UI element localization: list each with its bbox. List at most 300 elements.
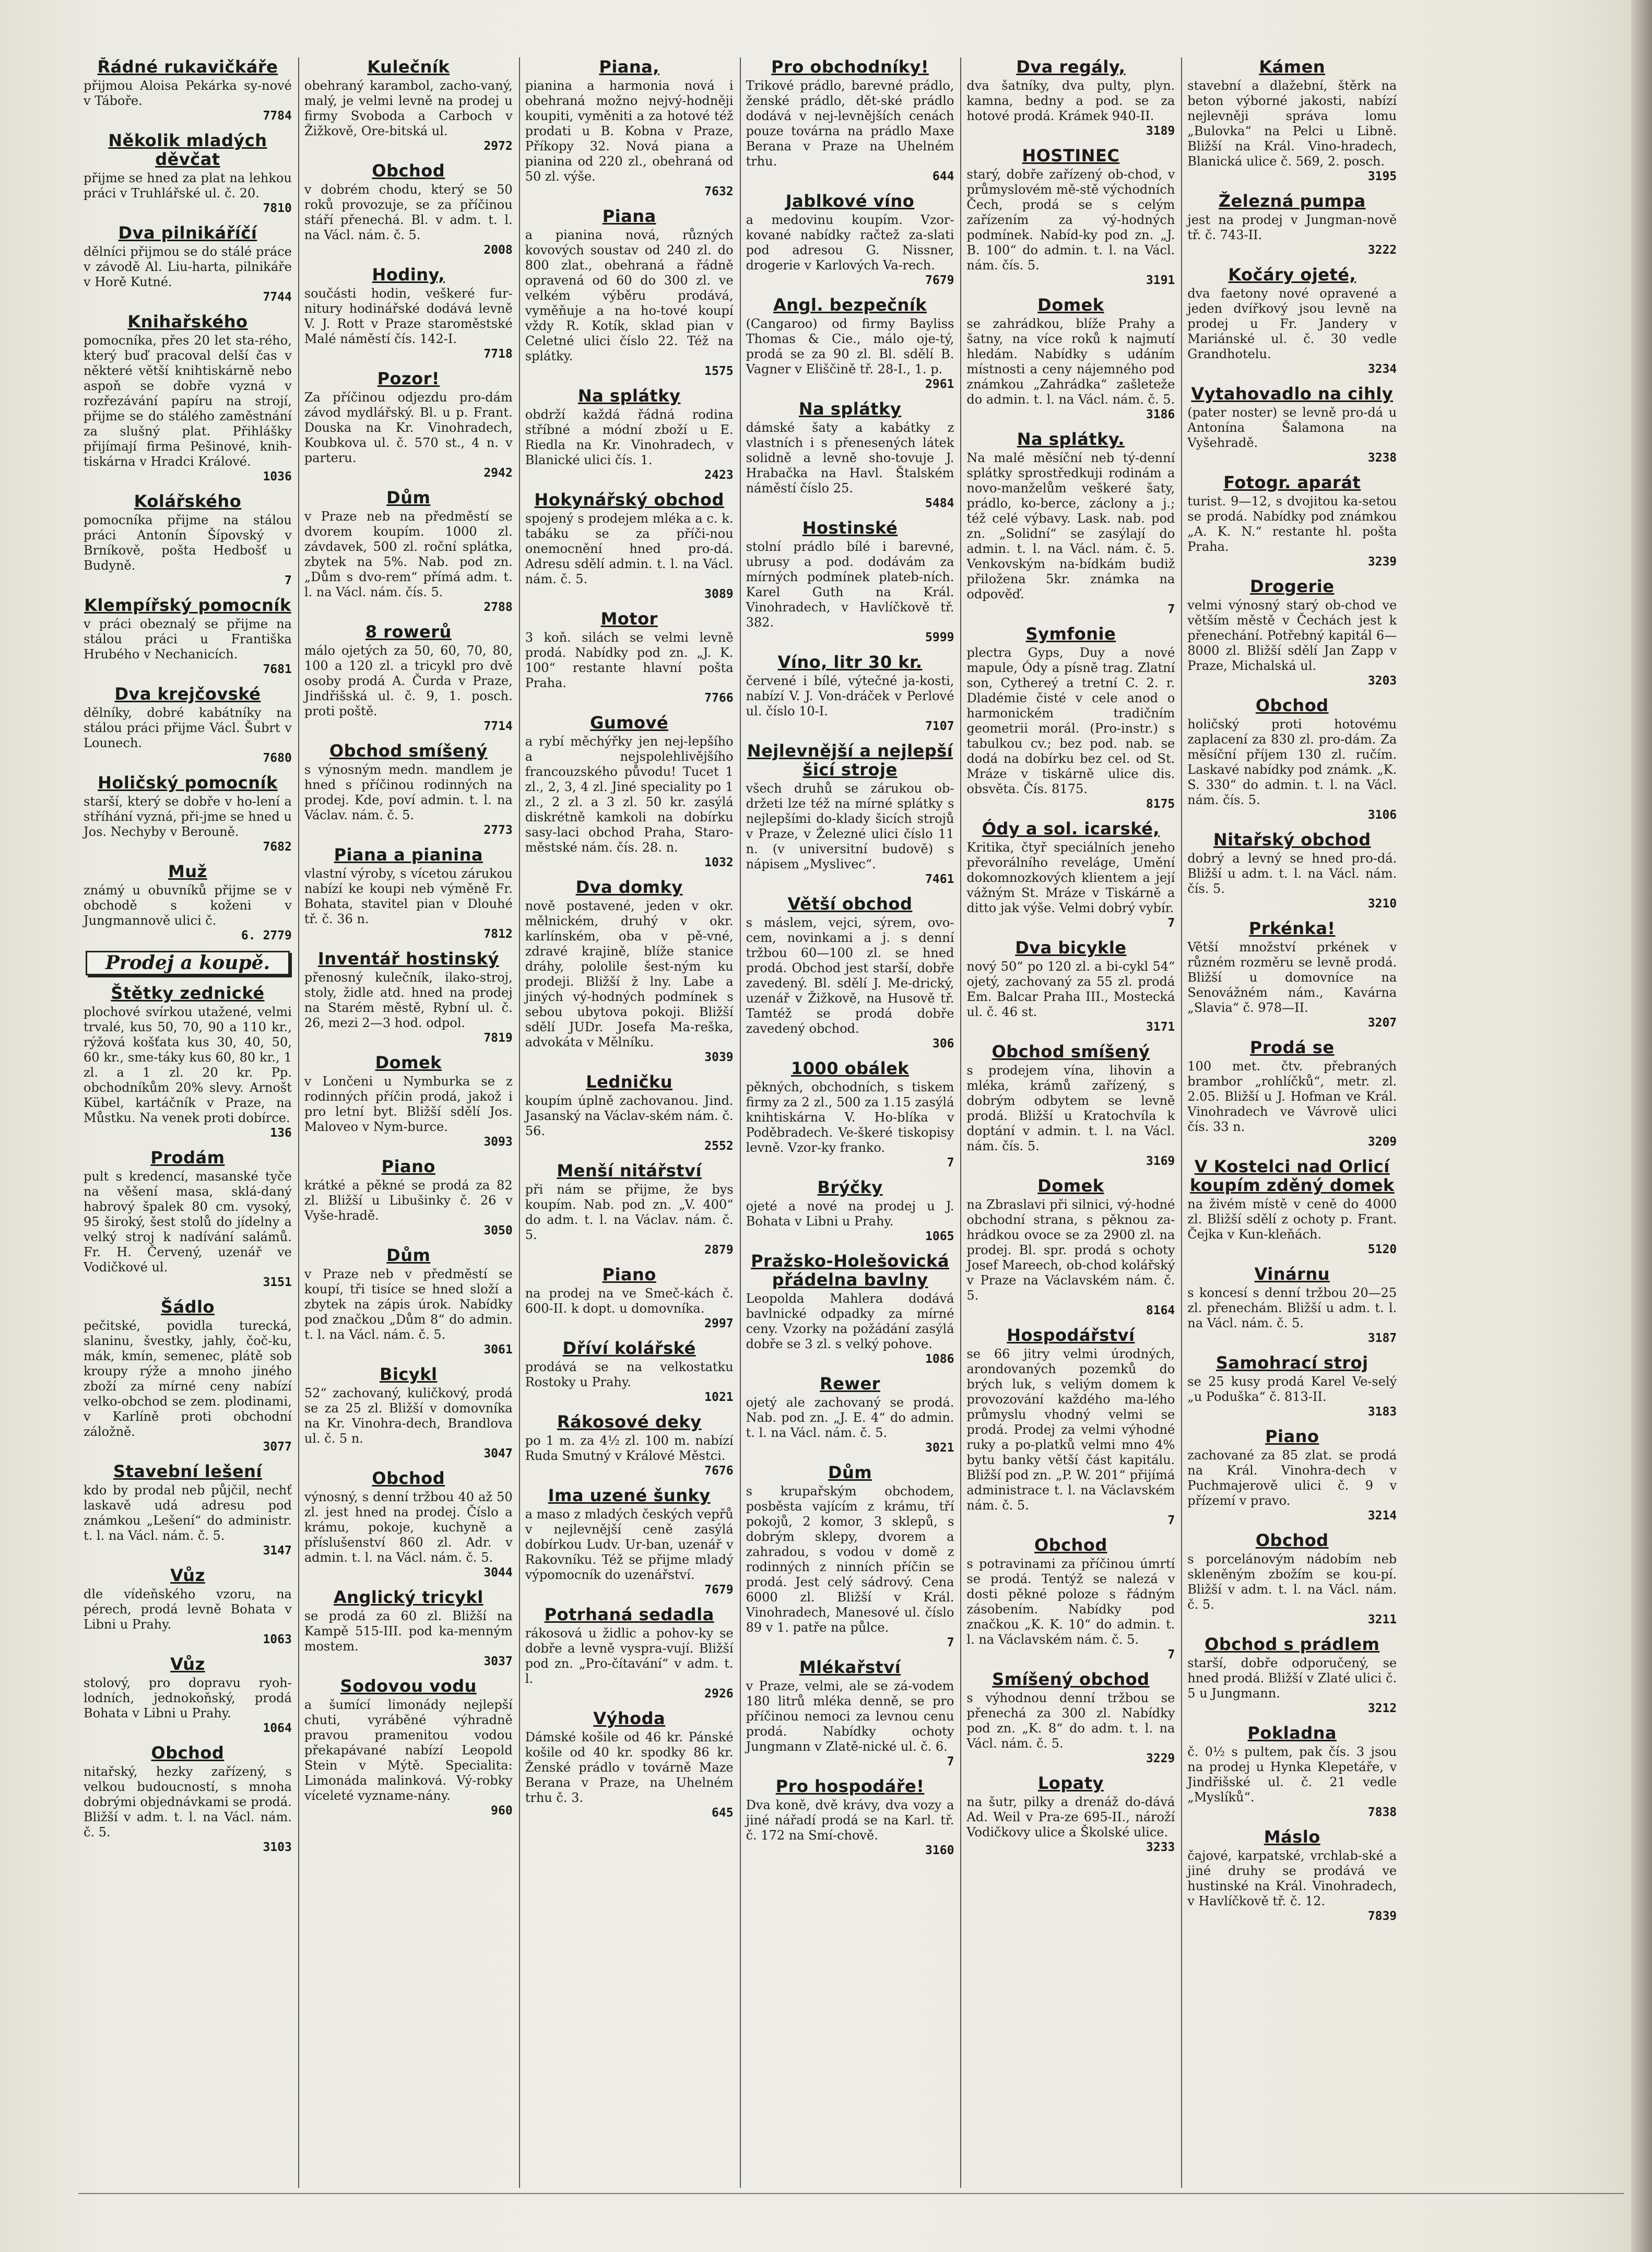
ad-body: se zahrádkou, blíže Prahy a šatny, na více roků k najmutí hledám. Nabídky s udáním místnosti a ceny nájemného pod známkou „Zahrádka“ zašleteže do admin. t. l. na Václ. nám. č. 5. bbox=[966, 316, 1175, 407]
ad-number: 960 bbox=[491, 1804, 513, 1818]
classified-ad bbox=[84, 1298, 292, 1455]
classified-ad bbox=[966, 624, 1175, 812]
ad-heading: Několik mladých děvčat bbox=[108, 131, 267, 169]
ad-number: 1021 bbox=[704, 1390, 734, 1404]
classified-ad bbox=[966, 819, 1175, 931]
ad-number: 2997 bbox=[704, 1317, 734, 1330]
ad-body: po 1 m. za 4½ zl. 100 m. nabízí Ruda Smutný v Králové Městci. bbox=[525, 1433, 734, 1463]
classified-columns bbox=[78, 57, 1624, 2188]
ad-body: stolní prádlo bílé i barevné, ubrusy a pod. dodávám za mírných podmínek plateb-ních. Karel Guth na Král. Vinohradech, v Havlíčkově tř. 382. bbox=[746, 539, 954, 630]
ad-heading: 8 rowerů bbox=[365, 622, 452, 642]
classified-ad bbox=[746, 399, 954, 511]
classified-ad bbox=[1187, 1353, 1397, 1420]
classified-ad bbox=[1187, 830, 1397, 912]
page-edge-shadow bbox=[1631, 0, 1652, 2252]
classified-ad bbox=[746, 1178, 954, 1244]
classified-ad bbox=[1187, 265, 1397, 377]
ad-body: (Cangaroo) od firmy Bayliss Thomas & Cie., málo oje-tý, prodá se za 90 zl. Bl. sdělí B. Vagner v Eliščině tř. 28-I., 1. p. bbox=[746, 316, 954, 376]
classified-ad bbox=[746, 57, 954, 184]
ad-number: 3211 bbox=[1367, 1613, 1397, 1626]
classified-ad bbox=[966, 1326, 1175, 1528]
classified-ad bbox=[966, 1774, 1175, 1855]
classified-ad bbox=[746, 1658, 954, 1770]
ad-number: 2972 bbox=[483, 139, 513, 153]
classified-ad bbox=[1187, 1157, 1397, 1257]
ad-heading: Piano bbox=[381, 1157, 435, 1176]
ad-number: 3238 bbox=[1367, 451, 1397, 465]
ad-heading: Bicykl bbox=[380, 1364, 438, 1384]
ad-body: Dámské košile od 46 kr. Pánské košile od 40 kr. spodky 86 kr. Ženské prádlo v továrně Maze Berana v Praze, na Uhelném trhu č. 3. bbox=[525, 1730, 734, 1805]
ad-heading: Muž bbox=[168, 862, 207, 881]
ad-body: prodává se na velkostatku Rostoky u Prahy. bbox=[525, 1360, 734, 1389]
classified-ad bbox=[966, 1670, 1175, 1766]
classified-ad bbox=[1187, 473, 1397, 570]
ad-heading: Hokynářský obchod bbox=[534, 490, 724, 510]
ad-number: 7819 bbox=[483, 1031, 513, 1045]
ad-number: 3212 bbox=[1367, 1702, 1397, 1715]
ad-body: nový 50“ po 120 zl. a bi-cykl 54“ ojetý, zachovaný za 55 zl. prodá Em. Balcar Praha III., Mostecká ul. č. 46 st. bbox=[966, 959, 1175, 1019]
ad-body: dva šatníky, dva pulty, plyn. kamna, bedny a pod. se za hotové prodá. Krámek 940-II. bbox=[966, 78, 1175, 123]
ad-number: 7839 bbox=[1367, 1909, 1397, 1923]
ad-body: součásti hodin, veškeré fur-nitury hodinářské dodává levně V. J. Rott v Praze staroměstské Malé náměstí čís. 142-I. bbox=[304, 286, 513, 346]
ad-heading: HOSTINEC bbox=[1022, 146, 1120, 166]
classified-ad bbox=[1187, 1265, 1397, 1346]
classified-ad bbox=[1187, 192, 1397, 258]
classified-ad bbox=[304, 1246, 513, 1358]
classified-ad bbox=[746, 192, 954, 288]
ad-number: 3037 bbox=[483, 1655, 513, 1668]
classified-ad bbox=[746, 894, 954, 1052]
ad-number: 3203 bbox=[1367, 674, 1397, 688]
ad-heading: Na splátky bbox=[577, 386, 681, 406]
ad-heading: Holičský pomocník bbox=[98, 773, 278, 793]
ad-number: 7 bbox=[1167, 1648, 1175, 1661]
ad-body: holičský proti hotovému zaplacení za 830 zl. pro-dám. Za měsíční příjem 130 zl. ručím. Laskavé nabídky pod známk. „K. S. 330“ do admin. t. l. na Václ. nám. čís. 5. bbox=[1187, 717, 1397, 807]
classified-ad bbox=[525, 713, 734, 870]
ad-body: dobrý a levný se hned pro-dá. Bližší u adm. t. l. na Václ. nám. čís. 5. bbox=[1187, 851, 1397, 896]
ad-heading: Menší nitářství bbox=[557, 1161, 702, 1181]
ad-body: v dobrém chodu, který se 50 roků provozuje, se za příčinou stáří přenechá. Bl. v adm. t. l. na Václ. nám. č. 5. bbox=[304, 182, 513, 242]
ad-heading: Pokladna bbox=[1247, 1723, 1337, 1743]
classified-ad bbox=[746, 1374, 954, 1456]
ad-body: Leopolda Mahlera dodává bavlnické odpadky za mírné ceny. Vzorky na požádání zasýlá dobře se 3 zl. s velký pohove. bbox=[746, 1291, 954, 1351]
ad-number: 3050 bbox=[483, 1224, 513, 1237]
classified-ad bbox=[304, 1053, 513, 1150]
ad-heading: Samohrací stroj bbox=[1216, 1353, 1368, 1373]
ad-number: 7 bbox=[1167, 916, 1175, 930]
ad-heading: Kolářského bbox=[134, 491, 242, 511]
ad-number: 7461 bbox=[925, 872, 954, 886]
ad-heading: Fotogr. aparát bbox=[1223, 473, 1361, 492]
classified-ad bbox=[84, 1148, 292, 1290]
classified-ad bbox=[304, 369, 513, 481]
ad-number: 3089 bbox=[704, 587, 734, 601]
ad-heading: Dva regály, bbox=[1016, 57, 1126, 77]
ad-heading: Rewer bbox=[820, 1374, 880, 1394]
classified-ad bbox=[84, 131, 292, 216]
ad-heading: Prkénka! bbox=[1248, 918, 1336, 938]
classified-ad bbox=[1187, 1531, 1397, 1628]
ad-heading: Prodá se bbox=[1249, 1037, 1335, 1057]
ad-column-1 bbox=[78, 57, 299, 2188]
ad-number: 3222 bbox=[1367, 243, 1397, 257]
ad-number: 3229 bbox=[1146, 1752, 1175, 1765]
ad-heading: Anglický tricykl bbox=[333, 1587, 483, 1607]
ad-body: obehraný karambol, zacho-vaný, malý, je velmi levně na prodej u firmy Svoboda a Carboch v Žižkově, Ore-bitská ul. bbox=[304, 78, 513, 138]
ad-body: starší, který se dobře v ho-lení a stříhání vyzná, při-jme se hned u Jos. Nechyby v Berouně. bbox=[84, 794, 292, 839]
ad-heading: Štětky zednické bbox=[111, 983, 265, 1003]
ad-body: zachované za 85 zlat. se prodá na Král. Vinohra-dech v Puchmajerově ulici č. 9 v přízemí v pravo. bbox=[1187, 1448, 1397, 1508]
ad-body: 100 met. čtv. přebraných brambor „rohlíčků“, metr. zl. 2.05. Bližší u J. Hofman ve Král. Vinohradech ve Vávrově ulici čís. 33 n. bbox=[1187, 1059, 1397, 1134]
ad-body: pěkných, obchodních, s tiskem firmy za 2 zl., 500 za 1.15 zasýlá knihtiskárna V. Ho-blíka v Poděbradech. Ve-škeré tiskopisy levně. Vzor-ky franko. bbox=[746, 1080, 954, 1155]
ad-heading: Vůz bbox=[170, 1654, 205, 1674]
classified-ad bbox=[84, 1655, 292, 1736]
ad-body: s výnosným medn. mandlem je hned s příčinou rodinných na prodej. Kde, poví admin. t. l. na Václav. nám. č. 5. bbox=[304, 762, 513, 822]
ad-heading: Hospodářství bbox=[1007, 1325, 1135, 1345]
ad-number: 2423 bbox=[704, 468, 734, 482]
ad-number: 7 bbox=[947, 1755, 954, 1768]
classified-ad bbox=[746, 1252, 954, 1367]
ad-number: 7714 bbox=[483, 720, 513, 733]
classified-ad bbox=[1187, 919, 1397, 1031]
ad-heading: Obchod s prádlem bbox=[1205, 1634, 1380, 1654]
ad-number: 644 bbox=[932, 170, 954, 183]
classified-ad bbox=[966, 430, 1175, 617]
ad-heading: Lopaty bbox=[1037, 1773, 1104, 1793]
ad-heading: V Kostelci nad Orlicí koupím zděný domek bbox=[1189, 1157, 1395, 1195]
ad-number: 1032 bbox=[704, 856, 734, 869]
ad-heading: Na splátky bbox=[798, 399, 902, 419]
ad-body: a šumící limonády nejlepší chuti, vyráběné výhradně pravou pramenitou vodou překapávané nabízí Leopold Stein v Mýtě. Specialita: Limonáda malinková. Vý-robky víceleté vyzname-nány. bbox=[304, 1697, 513, 1803]
ad-heading: Ima uzené šunky bbox=[548, 1485, 711, 1505]
ad-body: na Zbraslavi při silnici, vý-hodné obchodní strana, s pěknou za-hrádkou ovoce se za 2900 zl. na prodej. Bl. spr. prodá s ochoty Josef Mareech, ob-chod kolářský v Praze na Václavském nám. č. 5. bbox=[966, 1197, 1175, 1303]
ad-number: 8164 bbox=[1146, 1304, 1175, 1317]
ad-heading: Větší obchod bbox=[787, 894, 913, 914]
ad-heading: Domek bbox=[375, 1053, 442, 1072]
ad-heading: Obchod smíšený bbox=[329, 741, 488, 761]
ad-number: 3106 bbox=[1367, 808, 1397, 822]
ad-number: 5484 bbox=[925, 497, 954, 510]
classified-ad bbox=[966, 146, 1175, 288]
classified-ad bbox=[1187, 696, 1397, 823]
ad-number: 1064 bbox=[263, 1722, 292, 1735]
ad-body: při nám se přijme, že bys koupím. Nab. pod zn. „V. 400“ do adm. t. l. na Václav. nám. č. 5. bbox=[525, 1182, 734, 1242]
ad-heading: Jablkové víno bbox=[785, 191, 915, 211]
ad-number: 7 bbox=[1167, 1514, 1175, 1527]
ad-number: 2773 bbox=[483, 823, 513, 837]
ad-body: a rybí měchýřky jen nej-lepšího a nejspolehlivějšího francouzského původu! Tucet 1 zl., 2, 3, 4 zl. Jiné speciality po 1 zl., 2 zl. a 3 zl. 50 kr. zasýlá diskrétně kamkoli na dobírku sasy-laci obchod Praha, Staro-městské nám. čís. 28. n. bbox=[525, 734, 734, 855]
ad-heading: Dům bbox=[386, 1245, 431, 1265]
ad-number: 7 bbox=[284, 574, 292, 587]
ad-body: červené i bílé, výtečné ja-kosti, nabízí V. J. Von-dráček v Perlové ul. číslo 10-I. bbox=[746, 674, 954, 718]
ad-body: velmi výnosný starý ob-chod ve větším městě v Čechách jest k přenechání. Potřebný kapitál 6—8000 zl. Bližší sdělí Jan Zapp v Praze, Michalská ul. bbox=[1187, 598, 1397, 673]
ad-body: Dva koně, dvě krávy, dva vozy a jiné nářadí prodá se na Karl. tř. č. 172 na Smí-chově. bbox=[746, 1798, 954, 1843]
ad-column-4 bbox=[741, 57, 962, 2188]
ad-number: 7 bbox=[1167, 603, 1175, 616]
classified-ad bbox=[525, 386, 734, 483]
ad-body: pečitské, povidla turecká, slaninu, švestky, jahly, čoč-ku, mák, kmín, semenec, plátě sob kroupy rýže a mnoho jiného zboží za mírné ceny nabízí velko-obchod se zem. plodinami, v Karlíně proti obchodní záložně. bbox=[84, 1318, 292, 1439]
ad-heading: Pro hospodáře! bbox=[775, 1776, 925, 1796]
ad-body: jest na prodej v Jungman-nově tř. č. 743-II. bbox=[1187, 213, 1397, 242]
ad-heading: Knihařského bbox=[127, 312, 248, 332]
classified-ad bbox=[746, 653, 954, 734]
ad-number: 3239 bbox=[1367, 555, 1397, 569]
ad-heading: Vytahovadlo na cihly bbox=[1191, 384, 1394, 404]
ad-number: 3061 bbox=[483, 1343, 513, 1357]
ad-body: stavební a dlažební, štěrk na beton výborné jakosti, nabízí nejlevněji správa lomu „Bulovka“ na Pelci u Libně. Bližší na Král. Vino-hradech, Blanická ulice č. 569, 2. posch. bbox=[1187, 78, 1397, 169]
classified-ad bbox=[525, 207, 734, 379]
ad-number: 7784 bbox=[263, 109, 292, 123]
ad-body: ojeté a nové na prodej u J. Bohata v Libni u Prahy. bbox=[746, 1199, 954, 1229]
ad-body: Větší množství prkének v různém rozměru se levně prodá. Bližší u domovníce na Senovážném nám., Kavárna „Slavia“ č. 978—II. bbox=[1187, 940, 1397, 1015]
classified-ad bbox=[304, 741, 513, 838]
ad-body: v Praze neb na předměstí se dvorem koupím. 1000 zl. závdavek, 500 zl. roční splátka, zbytek na 5%. Nab. pod zn. „Dům s dvo-rem“ přímá adm. t. l. na Václ. nám. čís. 5. bbox=[304, 509, 513, 599]
classified-ad bbox=[966, 1536, 1175, 1663]
ad-column-3 bbox=[520, 57, 741, 2188]
ad-body: přenosný kulečník, ilako-stroj, stoly, židle atd. hned na prodej na Starém městě, Rybní ul. č. 26, mezi 2—3 hod. odpol. bbox=[304, 970, 513, 1030]
ad-heading: Obchod bbox=[372, 161, 445, 181]
classified-ad bbox=[84, 984, 292, 1141]
ad-number: 306 bbox=[932, 1037, 954, 1051]
classified-ad bbox=[304, 1677, 513, 1819]
classified-ad bbox=[304, 622, 513, 734]
ad-number: 7838 bbox=[1367, 1806, 1397, 1819]
ad-heading: Smíšený obchod bbox=[992, 1669, 1150, 1689]
ad-body: se 25 kusy prodá Karel Ve-selý „u Poduška“ č. 813-II. bbox=[1187, 1374, 1397, 1404]
ad-heading: Obchod bbox=[372, 1468, 445, 1488]
ad-body: výnosný, s denní tržbou 40 až 50 zl. jest hned na prodej. Číslo a krámu, pokoje, kuchyně a příslušenství 860 zl. Adr. v admin. t. l. na Václ. nám. č. 5. bbox=[304, 1490, 513, 1565]
classified-ad bbox=[304, 1469, 513, 1581]
ad-body: stolový, pro dopravu ryoh-lodních, jednokoňský, prodá Bohata v Libni u Prahy. bbox=[84, 1676, 292, 1720]
ad-body: kdo by prodal neb půjčil, nechť laskavě udá adresu pod známkou „Lešení“ do administr. t. l. na Václ. nám. č. 5. bbox=[84, 1483, 292, 1543]
ad-number: 1065 bbox=[925, 1230, 954, 1243]
classified-ad bbox=[84, 1743, 292, 1855]
classified-ad bbox=[84, 596, 292, 677]
ad-body: starý, dobře zařízený ob-chod, v průmyslovém mě-stě východních Čech, prodá se s celým zařízením za vý-hodných podmínek. Nabíd-ky pod zn. „J. B. 100“ do admin. t. l. na Václ. nám. čís. 5. bbox=[966, 167, 1175, 273]
ad-heading: Železná pumpa bbox=[1218, 191, 1366, 211]
ad-number: 5120 bbox=[1367, 1243, 1397, 1256]
ad-heading: Nitařský obchod bbox=[1213, 830, 1371, 850]
ad-body: a maso z mladých českých vepřů v nejlevnější ceně zasýlá dobírkou Ludv. Ur-ban, uzenář v Rakovníku. Též se přijme mladý výpomocník do uzenářství. bbox=[525, 1507, 734, 1582]
ad-body: v Lončeni u Nymburka se z rodinných příčin prodá, jakož i pro letní byt. Bližší sdělí Jos. Maloveo v Nym-burce. bbox=[304, 1074, 513, 1134]
ad-body: na živém místě v ceně do 4000 zl. Bližší sdělí z ochoty p. Frant. Čejka v Kun-kleňách. bbox=[1187, 1197, 1397, 1242]
ad-body: starší, dobře odporučený, se hned prodá. Bližší v Zlaté ulici č. 5 u Jungmann. bbox=[1187, 1656, 1397, 1701]
ad-number: 3039 bbox=[704, 1051, 734, 1064]
ad-number: 7812 bbox=[483, 927, 513, 941]
classified-ad bbox=[746, 1059, 954, 1171]
classified-ad bbox=[1187, 1635, 1397, 1716]
ad-body: málo ojetých za 50, 60, 70, 80, 100 a 120 zl. a tricykl pro dvě osoby prodá A. Čurda v Praze, Jindřišská ul. č. 9, 1. posch. proti poště. bbox=[304, 643, 513, 718]
ad-heading: Pro obchodníky! bbox=[771, 57, 929, 77]
ad-body: s krupařským obchodem, posběsta vajícím z krámu, tří pokojů, 2 komor, 3 sklepů, s dobrým sklepy, dvorem a zahradou, s vodou v domě z rodinných z ninních příčin se prodá. Jest celý sádrový. Cena 6000 zl. Bližší v Král. Vinohradech, Manesové ul. číslo 89 v 1. patře na půlce. bbox=[746, 1484, 954, 1635]
classified-ad bbox=[304, 949, 513, 1046]
classified-ad bbox=[304, 845, 513, 942]
ad-heading: Piana bbox=[602, 206, 656, 226]
classified-ad bbox=[84, 492, 292, 588]
ad-heading: Piano bbox=[602, 1265, 656, 1284]
ad-heading: Vinárnu bbox=[1254, 1264, 1330, 1284]
ad-number: 3195 bbox=[1367, 170, 1397, 183]
ad-body: dělníky, dobré kabátníky na stálou práci přijme Václ. Šubrt v Lounech. bbox=[84, 705, 292, 750]
ad-heading: Hodiny, bbox=[372, 265, 445, 285]
classified-ad bbox=[1187, 1038, 1397, 1150]
ad-heading: Obchod bbox=[151, 1743, 225, 1763]
classified-ad bbox=[84, 773, 292, 855]
ad-body: a medovinu koupím. Vzor-kované nabídky račtež za-slati pod adresou G. Nissner, drogerie v Karlových Va-rech. bbox=[746, 213, 954, 273]
classified-ad bbox=[966, 57, 1175, 139]
ad-heading: Klempířský pomocník bbox=[84, 595, 291, 615]
ad-body: přijme se hned za plat na lehkou práci v Truhlářské ul. č. 20. bbox=[84, 171, 292, 201]
ad-heading: Na splátky. bbox=[1017, 429, 1125, 449]
ad-heading: Nejlevnější a nejlepší šicí stroje bbox=[747, 741, 953, 780]
ad-body: 3 koň. silách se velmi levně prodá. Nabídky pod zn. „J. K. 100“ restante hlavní pošta Praha. bbox=[525, 630, 734, 690]
ad-heading: Gumové bbox=[590, 713, 669, 733]
ad-number: 2008 bbox=[483, 243, 513, 257]
ad-column-5 bbox=[961, 57, 1182, 2188]
classified-ad bbox=[966, 296, 1175, 422]
ad-heading: Dva bicykle bbox=[1015, 938, 1127, 958]
ad-heading: Máslo bbox=[1264, 1827, 1320, 1847]
ad-heading: Brýčky bbox=[817, 1177, 883, 1197]
ad-body: nitařský, hezky zařízený, s velkou budoucností, s mnoha dobrými objednávkami se prodá. Bližší v adm. t. l. na Václ. nám. č. 5. bbox=[84, 1764, 292, 1840]
ad-number: 7681 bbox=[263, 663, 292, 676]
classified-ad bbox=[1187, 57, 1397, 184]
ad-number: 3207 bbox=[1367, 1016, 1397, 1030]
ad-body: rákosová u židlic a pohov-ky se dobře a levně vyspra-vují. Bližší pod zn. „Pro-čítavání“ v adm. t. l. bbox=[525, 1626, 734, 1686]
ad-body: pianina a harmonia nová i obehraná možno nejvý-hodněji koupiti, vyměniti a za hotové též prodati u B. Kobna v Praze, Příkopy 32. Nová piana a pianina od 220 zl., obehraná od 50 zl. výše. bbox=[525, 78, 734, 184]
ad-number: 645 bbox=[712, 1806, 734, 1820]
ad-body: se prodá za 60 zl. Bližší na Kampě 515-III. pod ka-menným mostem. bbox=[304, 1609, 513, 1654]
ad-heading: Sodovou vodu bbox=[340, 1676, 477, 1696]
ad-number: 3147 bbox=[263, 1544, 292, 1558]
ad-body: krátké a pěkné se prodá za 82 zl. Bližší u Libušinky č. 26 v Vyše-hradě. bbox=[304, 1178, 513, 1223]
ad-number: 7718 bbox=[483, 347, 513, 361]
ad-body: pult s kredencí, masanské tyče na věšení masa, sklá-daný habrový špalek 80 cm. vysoký, 95 široký, šest stolů do jídelny a velký stroj k nadívání salámů. Fr. H. Červený, uzenář ve Vodičkové ul. bbox=[84, 1169, 292, 1275]
ad-body: spojený s prodejem mléka a c. k. tabáku se za příči-nou onemocnění hned pro-dá. Adresu sdělí admin. t. l. na Václ. nám. č. 5. bbox=[525, 511, 734, 586]
ad-number: 3077 bbox=[263, 1440, 292, 1454]
ad-body: na šutr, pilky a drenáž do-dává Ad. Weil v Pra-ze 695-II., nároží Vodičkovy ulice a Školské ulice. bbox=[966, 1795, 1175, 1840]
ad-body: Trikové prádlo, barevné prádlo, ženské prádlo, dět-ské prádlo dodává v nej-levnějších cenách pouze továrna na prádlo Maxe Berana v Praze na Uhelném trhu. bbox=[746, 78, 954, 169]
ad-number: 2788 bbox=[483, 600, 513, 614]
ad-heading: Hostinské bbox=[802, 518, 898, 538]
ad-heading: Ódy a sol. icarské, bbox=[982, 819, 1160, 839]
ad-number: 7107 bbox=[925, 720, 954, 733]
ad-body: turist. 9—12, s dvojitou ka-setou se prodá. Nabídky pod známkou „A. K. N.“ restante hl. pošta Praha. bbox=[1187, 494, 1397, 554]
ad-number: 136 bbox=[270, 1126, 292, 1140]
ad-heading: Prodám bbox=[150, 1148, 225, 1168]
ad-body: v práci obeznalý se přijme na stálou práci u Františka Hrubého v Nechanicích. bbox=[84, 617, 292, 662]
ad-body: plectra Gyps, Duy a nové mapule, Ódy a písně trag. Zlatní son, Cythereý a tretní C. 2. r. Dladémie čisté v cele anod o harmonickém tradičním geometrii morál. (Pro-instr.) s tabulkou cv.; bez pod. nab. se dodá na dobírku bez cel. od St. Mráze v tiskárně ulice dis. obsvěta. Čís. 8175. bbox=[966, 645, 1175, 796]
classified-ad bbox=[304, 1588, 513, 1669]
ad-body: Na malé měsíční neb tý-denní splátky sprostředkuji rodinám a novo-manželům veškeré šaty, prádlo, ko-berce, záclony a j.; též celé výbavy. Lask. nab. pod zn. „Solidní“ se zasýlají do admin. t. l. na Václ. nám. č. 5. Venkovským na-bídkám budiž přiložena 5kr. známka na odpověď. bbox=[966, 451, 1175, 602]
ad-heading: Šádlo bbox=[160, 1297, 215, 1317]
ad-number: 7682 bbox=[263, 840, 292, 854]
classified-ad bbox=[304, 488, 513, 615]
ad-heading: Dva krejčovské bbox=[114, 684, 261, 704]
ad-body: pomocníka, přes 20 let sta-rého, který buď pracoval delší čas v některé větší knihtiskárně nebo aspoň se dobře vyzná v rozřezávání papíru na strojí, přijme se do stálého zaměstnání za slušný plat. Přihlášky přijímají firma Pešinové, knih-tiskárna v Hradci Králové. bbox=[84, 333, 292, 469]
classified-ad bbox=[304, 1157, 513, 1239]
ad-heading: Výhoda bbox=[593, 1708, 666, 1728]
ad-heading: Domek bbox=[1037, 1176, 1104, 1196]
ad-heading: Angl. bezpečník bbox=[773, 295, 927, 315]
ad-number: 3160 bbox=[925, 1844, 954, 1857]
classified-ad bbox=[84, 685, 292, 766]
ad-body: dva faetony nové opravené a jeden dvířkový jsou levně na prodej u Fr. Jandery v Mariánské ul. č. 30 vedle Grandhotelu. bbox=[1187, 286, 1397, 361]
ad-body: nově postavené, jeden v okr. mělnickém, druhý v okr. karlínském, oba v pě-vné, zdravé krajině, blíže stanice dráhy, pololile šest-ným ku prodeji. Bližší ž lny. Labe a jiných vý-hodných podmínek s sebou ubytova pokoji. Bližší sdělí JUDr. Josefa Ma-reška, advokáta v Mělníku. bbox=[525, 899, 734, 1050]
classified-ad bbox=[304, 1365, 513, 1461]
ad-number: 3186 bbox=[1146, 408, 1175, 421]
classified-ad bbox=[304, 161, 513, 258]
classified-ad bbox=[746, 1463, 954, 1650]
ad-body: všech druhů se zárukou ob-držeti lze též na mírné splátky s nejlepšími do-klady šicích strojů v Praze, v Železné ulici číslo 11 n. (v universitní budově) s nápisem „Myslivec“. bbox=[746, 781, 954, 871]
ad-heading: Domek bbox=[1037, 295, 1104, 315]
ad-body: dle vídeňského vzoru, na pérech, prodá levně Bohata v Libni u Prahy. bbox=[84, 1587, 292, 1632]
ad-number: 3187 bbox=[1367, 1331, 1397, 1345]
classified-ad bbox=[525, 1605, 734, 1702]
classified-ad bbox=[746, 741, 954, 887]
ad-body: přijmou Aloisa Pekárka sy-nové v Táboře. bbox=[84, 78, 292, 108]
ad-column-2 bbox=[299, 57, 520, 2188]
ad-number: 7679 bbox=[925, 274, 954, 287]
classified-ad bbox=[84, 57, 292, 124]
ad-body: plochové svírkou utažené, velmi trvalé, kus 50, 70, 90 a 110 kr., rýžová košťata kus 30, 40, 50, 60 kr., sme-táky kus 60, 80 kr., 1 zl. a 1 zl. 20 kr. Pp. obchodníkům 20% slevy. Arnošt Kübel, kartáčník v Praze, na Můstku. Na venek proti dobírce. bbox=[84, 1005, 292, 1125]
ad-column-6 bbox=[1182, 57, 1403, 2188]
ad-number: 7632 bbox=[704, 185, 734, 198]
ad-number: 3103 bbox=[263, 1841, 292, 1854]
classified-ad bbox=[525, 878, 734, 1065]
ad-body: ojetý ale zachovaný se prodá. Nab. pod zn. „J. E. 4“ do admin. t. l. na Václ. nám. č. 5. bbox=[746, 1395, 954, 1440]
ad-body: se 66 jitry velmi úrodných, arondovaných pozemků do brých luk, s veliým domem k provozování každého ma-lého průmyslu vhodný velmi se prodá. Prodej za velmi výhodné ruky a po-platků velmi mno 4% bytu banky větší část kapitálu. Bližší pod zn. „P. W. 201“ přijímá administrace t. l. na Václavském nám. č. 5. bbox=[966, 1347, 1175, 1513]
classified-ad bbox=[304, 57, 513, 154]
ad-heading: Obchod smíšený bbox=[992, 1042, 1150, 1062]
ad-number: 3189 bbox=[1146, 124, 1175, 138]
ad-heading: Vůz bbox=[170, 1565, 205, 1585]
ad-number: 3093 bbox=[483, 1135, 513, 1149]
classified-ad bbox=[966, 1042, 1175, 1169]
ad-heading: Pražsko-Holešovická přádelna bavlny bbox=[751, 1251, 949, 1290]
ad-heading: Stavební lešení bbox=[113, 1461, 262, 1481]
ad-number: 7810 bbox=[263, 202, 292, 215]
ad-number: 3183 bbox=[1367, 1405, 1397, 1419]
ad-number: 8175 bbox=[1146, 797, 1175, 811]
ad-heading: Dva pilnikáříčí bbox=[118, 223, 257, 243]
ad-number: 7 bbox=[947, 1156, 954, 1170]
ad-heading: Dva domky bbox=[575, 877, 683, 897]
ad-number: 3169 bbox=[1146, 1154, 1175, 1168]
classified-ad bbox=[525, 1486, 734, 1598]
classified-ad bbox=[1187, 1827, 1397, 1924]
ad-heading: Ledničku bbox=[586, 1072, 673, 1092]
ad-number: 1063 bbox=[263, 1633, 292, 1646]
ad-heading: Obchod bbox=[1034, 1535, 1107, 1555]
classified-ad bbox=[1187, 384, 1397, 466]
ad-number: 3047 bbox=[483, 1447, 513, 1460]
classified-ad bbox=[525, 1072, 734, 1154]
ad-number: 7680 bbox=[263, 751, 292, 765]
ad-number: 2961 bbox=[925, 378, 954, 391]
ad-number: 3209 bbox=[1367, 1135, 1397, 1149]
ad-body: č. 0½ s pultem, pak čís. 3 jsou na prodej u Hynka Klepetáře, v Jindřišské ul. č. 21 vedle „Myslíků“. bbox=[1187, 1744, 1397, 1805]
ad-number: 3210 bbox=[1367, 897, 1397, 911]
ad-heading: Dům bbox=[828, 1463, 872, 1482]
classified-ad bbox=[1187, 577, 1397, 689]
classified-ad bbox=[746, 296, 954, 392]
ad-number: 3151 bbox=[263, 1276, 292, 1289]
ad-heading: Drogerie bbox=[1250, 576, 1335, 596]
ad-body: (pater noster) se levně pro-dá u Antonína Šalamona na Vyšehradě. bbox=[1187, 405, 1397, 450]
ad-heading: Dům bbox=[386, 488, 431, 508]
classified-ad bbox=[966, 938, 1175, 1035]
